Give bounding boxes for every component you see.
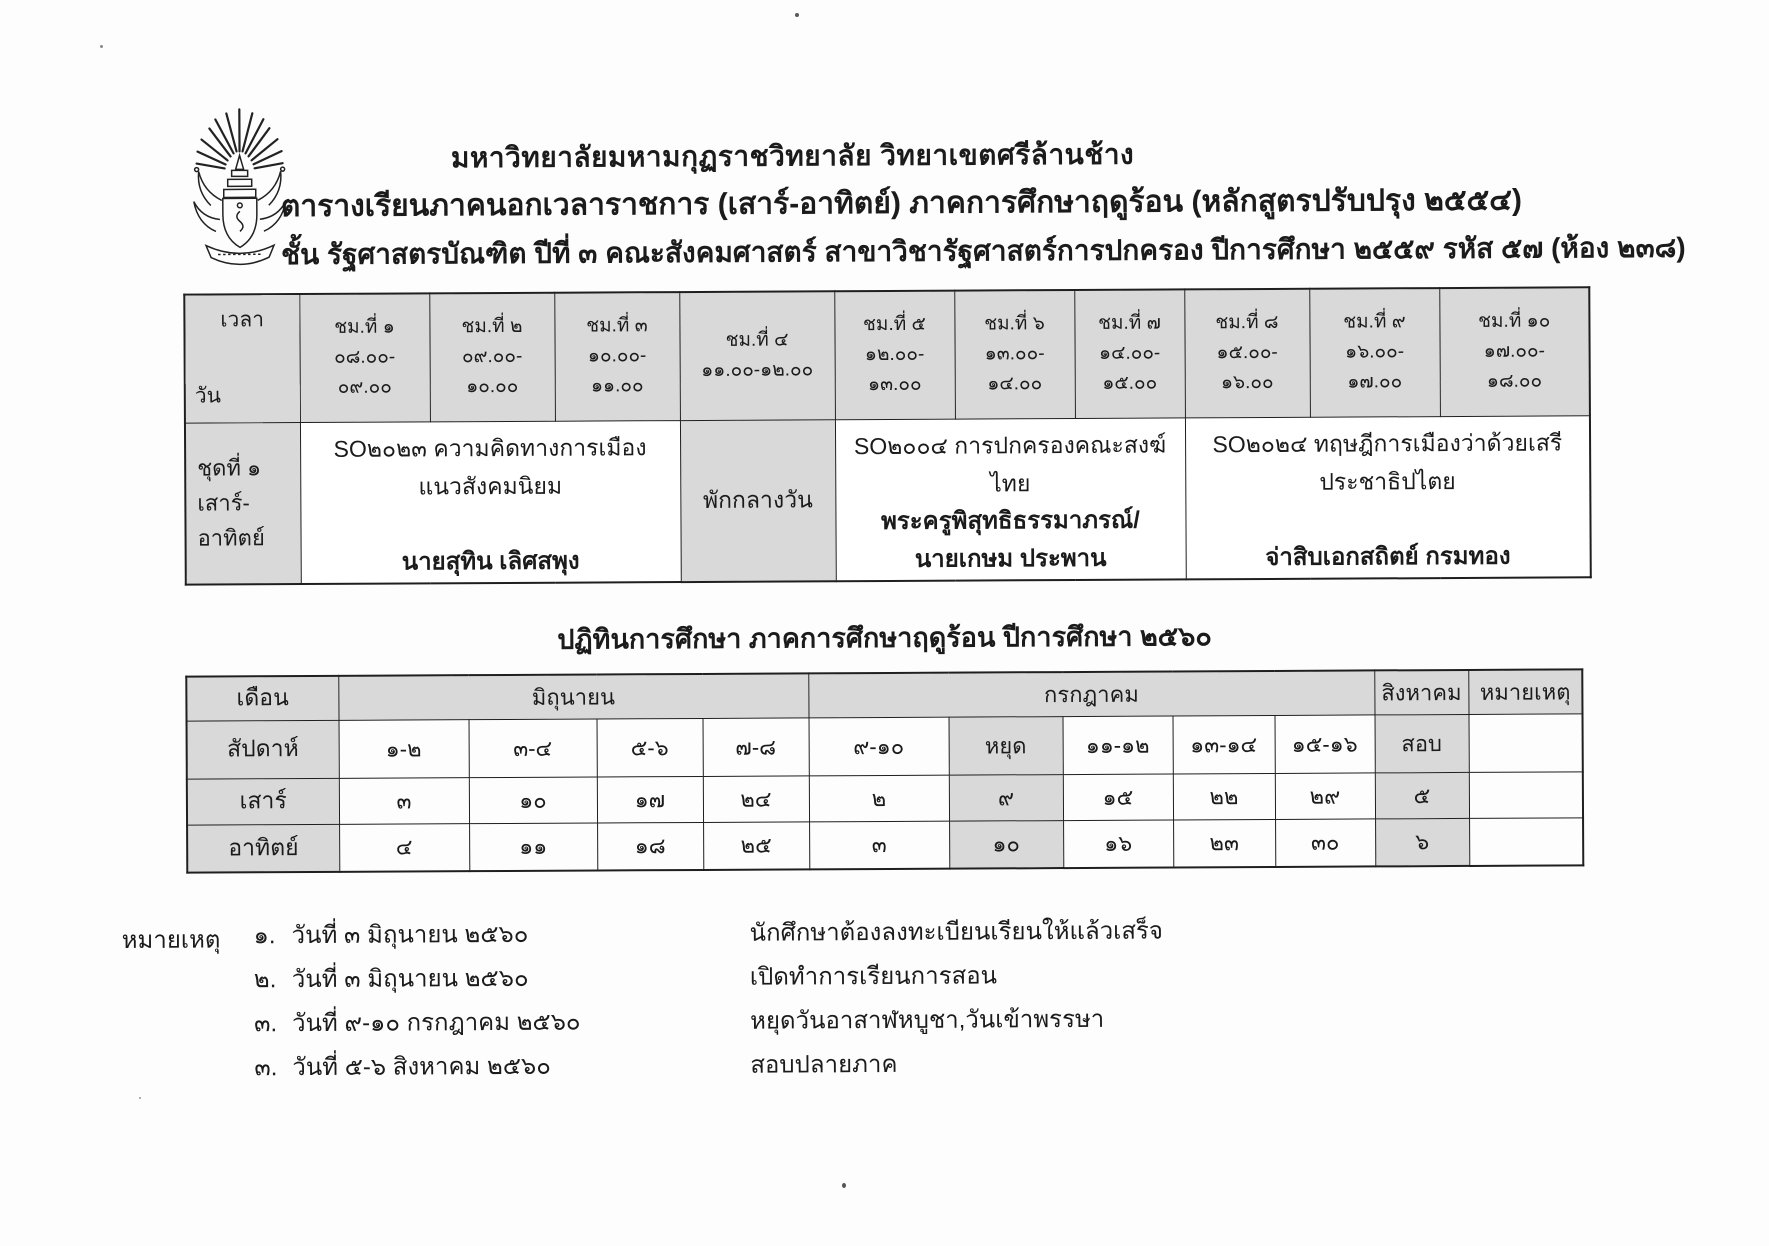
note-description: นักศึกษาต้องลงทะเบียนเรียนให้แล้วเสร็จ [750,915,1164,961]
period-time-end: ๑๐.๐๐ [466,371,518,401]
day-label-sat: เสาร์- [197,486,250,521]
lunch-break-label: พักกลางวัน [703,486,813,513]
period-header-7 [1074,289,1185,418]
corner-time-label: เวลา [185,303,299,337]
date-cell: ๑๑ [469,823,597,872]
date-cell-exam: ๖ [1375,818,1469,866]
note-number: ๓. [254,1051,292,1095]
period-header-5 [834,291,955,420]
university-name: มหาวิทยาลัยมหามกุฏราชวิทยาลัย วิทยาเขตศรีล้านช้าง [0,130,1588,182]
period-time-start: ๑๔.๐๐- [1099,337,1160,367]
note-item [254,915,1164,964]
note-number: ๓. [254,1007,292,1051]
period-header-2 [429,293,555,422]
week-cell: ๗-๘ [703,717,809,776]
period-time-start: ๑๒.๐๐- [865,339,925,369]
course-block-so2024 [1185,415,1591,579]
period-label: ชม.ที่ ๒ [461,311,522,341]
date-cell: ๒๙ [1275,772,1375,819]
lunch-break-cell [680,419,836,582]
period-time-end: ๐๙.๐๐ [338,371,392,401]
week-cell-exam: สอบ [1375,714,1469,772]
period-time-start: ๑๖.๐๐- [1345,336,1404,366]
course-code-title: SO๒๐๐๔ การปกครองคณะสงฆ์ไทย [835,426,1184,466]
month-august: สิงหาคม [1374,670,1468,714]
date-cell: ๒ [809,775,949,822]
period-label: ชม.ที่ ๘ [1215,307,1278,337]
note-description: สอบปลายภาค [750,1048,897,1093]
month-july: กรกฎาคม [808,670,1374,717]
period-time-end: ๑๓.๐๐ [868,369,922,399]
note-description: หยุดวันอาสาฬหบูชา,วันเข้าพรรษา [750,1003,1104,1049]
course-teacher-2: นายเกษม ประพาน [836,540,1185,580]
course-teacher: นายสุทิน เลิศสพุง [301,542,680,582]
period-time-start: ๑๐.๐๐- [588,340,647,370]
course-code-title: SO๒๐๒๓ ความคิดทางการเมือง [300,428,679,468]
calendar-table [185,668,1584,873]
note-date: วันที่ ๕-๖ สิงหาคม ๒๕๖๐ [292,1049,750,1095]
week-row-label: สัปดาห์ [187,720,339,779]
remarks-column-header: หมายเหตุ [1468,669,1582,714]
sunday-row-label: อาทิตย์ [187,824,339,873]
date-cell: ๑๗ [597,776,703,823]
period-label: ชม.ที่ ๓ [586,310,648,340]
schedule-table [183,286,1592,585]
course-block-so2004 [835,417,1186,581]
scan-speck [842,1183,846,1188]
note-item [254,959,1164,1008]
period-header-3 [554,292,680,421]
course-teacher: จ่าสิบเอกสถิตย์ กรมทอง [1186,538,1590,578]
period-label: ชม.ที่ ๖ [984,308,1045,338]
notes-section [122,915,1164,1096]
period-time-start: ๐๙.๐๐- [462,341,522,371]
period-label: ชม.ที่ ๕ [863,309,926,339]
period-label: ชม.ที่ ๔ [725,324,788,354]
period-time-start: ๑๕.๐๐- [1216,337,1277,367]
course-teacher: พระครูพิสุทธิธรรมาภรณ์/ [836,502,1185,542]
period-label: ชม.ที่ ๗ [1098,307,1161,337]
period-time-end: ๑๖.๐๐ [1221,367,1274,397]
document-title: ตารางเรียนภาคนอกเวลาราชการ (เสาร์-อาทิตย์) ภาคการศึกษาฤดูร้อน (หลักสูตรปรับปรุง ๒๕๕๔) [281,177,1522,230]
date-cell: ๒๕ [703,821,809,870]
notes-label: หมายเหตุ [122,919,255,1096]
period-time-end: ๑๔.๐๐ [987,368,1042,398]
date-cell-holiday: ๑๐ [949,820,1063,869]
date-cell: ๑๕ [1063,773,1173,820]
corner-day-label: วัน [195,379,221,412]
period-header-6 [954,290,1075,419]
period-time-start: ๑๑.๐๐-๑๒.๐๐ [701,354,813,385]
day-label-sun: อาทิตย์ [197,520,264,555]
week-cell: ๑๑-๑๒ [1063,715,1173,774]
course-spacer [1186,500,1590,540]
week-cell: ๑-๒ [339,719,469,778]
scan-speck [795,13,799,17]
week-cell: ๓-๔ [469,719,597,778]
saturday-row-label: เสาร์ [187,778,339,825]
schedule-row-label [185,422,301,585]
remarks-cell-empty [1469,713,1583,772]
course-block-so2023 [300,420,681,584]
date-cell: ๑๖ [1063,819,1173,868]
notes-list [254,915,1164,1096]
week-cell: ๑๕-๑๖ [1275,714,1375,773]
note-date: วันที่ ๓ มิถุนายน ๒๕๖๐ [292,917,750,963]
week-cell: ๙-๑๐ [809,717,949,776]
period-header-10 [1439,287,1590,416]
week-cell-holiday: หยุด [949,716,1063,775]
scan-speck [100,45,103,48]
period-label: ชม.ที่ ๙ [1343,306,1406,336]
date-cell: ๑๐ [469,777,597,824]
date-cell: ๒๓ [1173,819,1275,868]
note-date: วันที่ ๓ มิถุนายน ๒๕๖๐ [292,961,750,1007]
date-cell: ๒๒ [1173,773,1275,820]
period-time-start: ๐๘.๐๐- [334,341,395,371]
scan-speck [139,1097,141,1099]
remarks-cell-empty [1469,771,1583,818]
period-header-8 [1184,289,1310,418]
course-code-title: SO๒๐๒๔ ทฤษฎีการเมืองว่าด้วยเสรี [1185,424,1589,464]
course-title-2: แนวสังคมนิยม [301,466,680,506]
date-cell: ๓ [809,821,949,870]
period-label: ชม.ที่ ๑ [334,311,395,341]
note-item [254,1003,1164,1052]
date-cell: ๑๘ [597,822,703,871]
note-number: ๒. [254,963,292,1007]
period-time-end: ๑๑.๐๐ [591,370,644,400]
set-number-label: ชุดที่ ๑ [197,451,261,486]
schedule-corner-cell [184,294,300,423]
calendar-title: ปฏิทินการศึกษา ภาคการศึกษาฤดูร้อน ปีการศึกษา ๒๕๖๐ [0,611,1769,663]
week-cell: ๑๓-๑๔ [1173,715,1275,774]
date-cell-exam: ๕ [1375,772,1469,818]
note-item [254,1047,1164,1096]
period-header-4 [679,291,835,420]
date-cell: ๓๐ [1275,818,1375,867]
date-cell: ๓ [339,777,469,824]
period-header-1 [299,293,430,422]
period-time-end: ๑๕.๐๐ [1102,367,1157,397]
period-time-end: ๑๘.๐๐ [1487,365,1542,395]
date-cell: ๔ [339,823,469,872]
remarks-cell-empty [1469,817,1583,866]
note-date: วันที่ ๙-๑๐ กรกฎาคม ๒๕๖๐ [292,1005,750,1051]
course-spacer [301,504,680,544]
month-june: มิถุนายน [338,673,808,719]
period-header-9 [1309,288,1440,417]
date-cell: ๒๔ [703,775,809,822]
note-number: ๑. [254,919,292,963]
period-label: ชม.ที่ ๑๐ [1478,305,1550,335]
month-row-label: เดือน [186,676,338,721]
period-time-start: ๑๓.๐๐- [985,338,1045,368]
date-cell-holiday: ๙ [949,774,1063,821]
course-title-2: ประชาธิปไตย [1186,462,1590,502]
document-subtitle: ชั้น รัฐศาสตรบัณฑิต ปีที่ ๓ คณะสังคมศาสตร์ สาขาวิชารัฐศาสตร์การปกครอง ปีการศึกษา ๒๕๕๙ รหัส ๕๗ (ห้อง ๒๓๘) [281,226,1686,277]
period-time-end: ๑๗.๐๐ [1347,366,1402,396]
period-time-start: ๑๗.๐๐- [1484,335,1545,365]
week-cell: ๕-๖ [597,718,703,777]
note-description: เปิดทำการเรียนการสอน [750,959,997,1004]
